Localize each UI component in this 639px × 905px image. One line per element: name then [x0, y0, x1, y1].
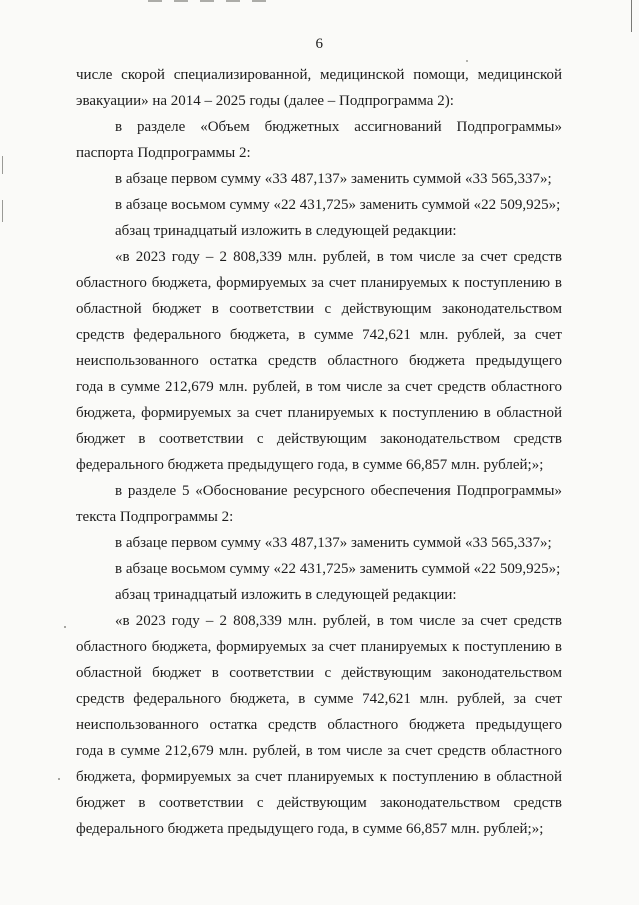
- text-line: числе скорой специализированной, медицинской помощи, медицинской: [76, 67, 562, 83]
- scan-edge-mark: [2, 200, 3, 222]
- text-line: в разделе «Объем бюджетных ассигнований Подпрограммы»: [115, 119, 562, 135]
- text-line: областного бюджета, формируемых за счет планируемых к поступлению в: [76, 275, 562, 291]
- scan-top-artifact: [148, 0, 268, 2]
- text-line: абзац тринадцатый изложить в следующей редакции:: [115, 223, 457, 239]
- text-line: средств федерального бюджета, в сумме 742,621 млн. рублей, за счет: [76, 691, 562, 707]
- page-number: 6: [315, 36, 324, 52]
- text-line: бюджета, формируемых за счет планируемых к поступлению в областной: [76, 769, 562, 785]
- text-line: года в сумме 212,679 млн. рублей, в том числе за счет средств областного: [76, 379, 562, 395]
- text-line: в абзаце восьмом сумму «22 431,725» заменить суммой «22 509,925»;: [115, 561, 561, 577]
- text-line: бюджет в соответствии с действующим законодательством средств: [76, 431, 562, 447]
- text-line: в абзаце первом сумму «33 487,137» заменить суммой «33 565,337»;: [115, 535, 552, 551]
- text-line: эвакуации» на 2014 – 2025 годы (далее – Подпрограмма 2):: [76, 93, 454, 109]
- text-line: «в 2023 году – 2 808,339 млн. рублей, в том числе за счет средств: [115, 613, 562, 629]
- scan-edge-mark: [2, 156, 3, 174]
- text-line: в разделе 5 «Обоснование ресурсного обеспечения Подпрограммы»: [115, 483, 562, 499]
- text-line: неиспользованного остатка средств областного бюджета предыдущего: [76, 717, 562, 733]
- text-line: областной бюджет в соответствии с действующим законодательством: [76, 665, 562, 681]
- text-line: текста Подпрограммы 2:: [76, 509, 234, 525]
- text-line: в абзаце восьмом сумму «22 431,725» заменить суммой «22 509,925»;: [115, 197, 561, 213]
- text-line: областного бюджета, формируемых за счет планируемых к поступлению в: [76, 639, 562, 655]
- scan-edge-mark: [631, 0, 632, 32]
- text-line: года в сумме 212,679 млн. рублей, в том числе за счет средств областного: [76, 743, 562, 759]
- text-line: в абзаце первом сумму «33 487,137» заменить суммой «33 565,337»;: [115, 171, 552, 187]
- text-line: бюджета, формируемых за счет планируемых к поступлению в областной: [76, 405, 562, 421]
- text-line: неиспользованного остатка средств областного бюджета предыдущего: [76, 353, 562, 369]
- text-line: абзац тринадцатый изложить в следующей редакции:: [115, 587, 457, 603]
- text-line: федерального бюджета предыдущего года, в сумме 66,857 млн. рублей;»;: [76, 457, 544, 473]
- text-line: средств федерального бюджета, в сумме 742,621 млн. рублей, за счет: [76, 327, 562, 343]
- text-line: федерального бюджета предыдущего года, в сумме 66,857 млн. рублей;»;: [76, 821, 544, 837]
- scan-speck: [58, 778, 60, 780]
- document-body: [76, 62, 562, 842]
- text-line: «в 2023 году – 2 808,339 млн. рублей, в том числе за счет средств: [115, 249, 562, 265]
- text-line: паспорта Подпрограммы 2:: [76, 145, 251, 161]
- text-line: бюджет в соответствии с действующим законодательством средств: [76, 795, 562, 811]
- text-line: областной бюджет в соответствии с действующим законодательством: [76, 301, 562, 317]
- scan-speck: [64, 626, 66, 628]
